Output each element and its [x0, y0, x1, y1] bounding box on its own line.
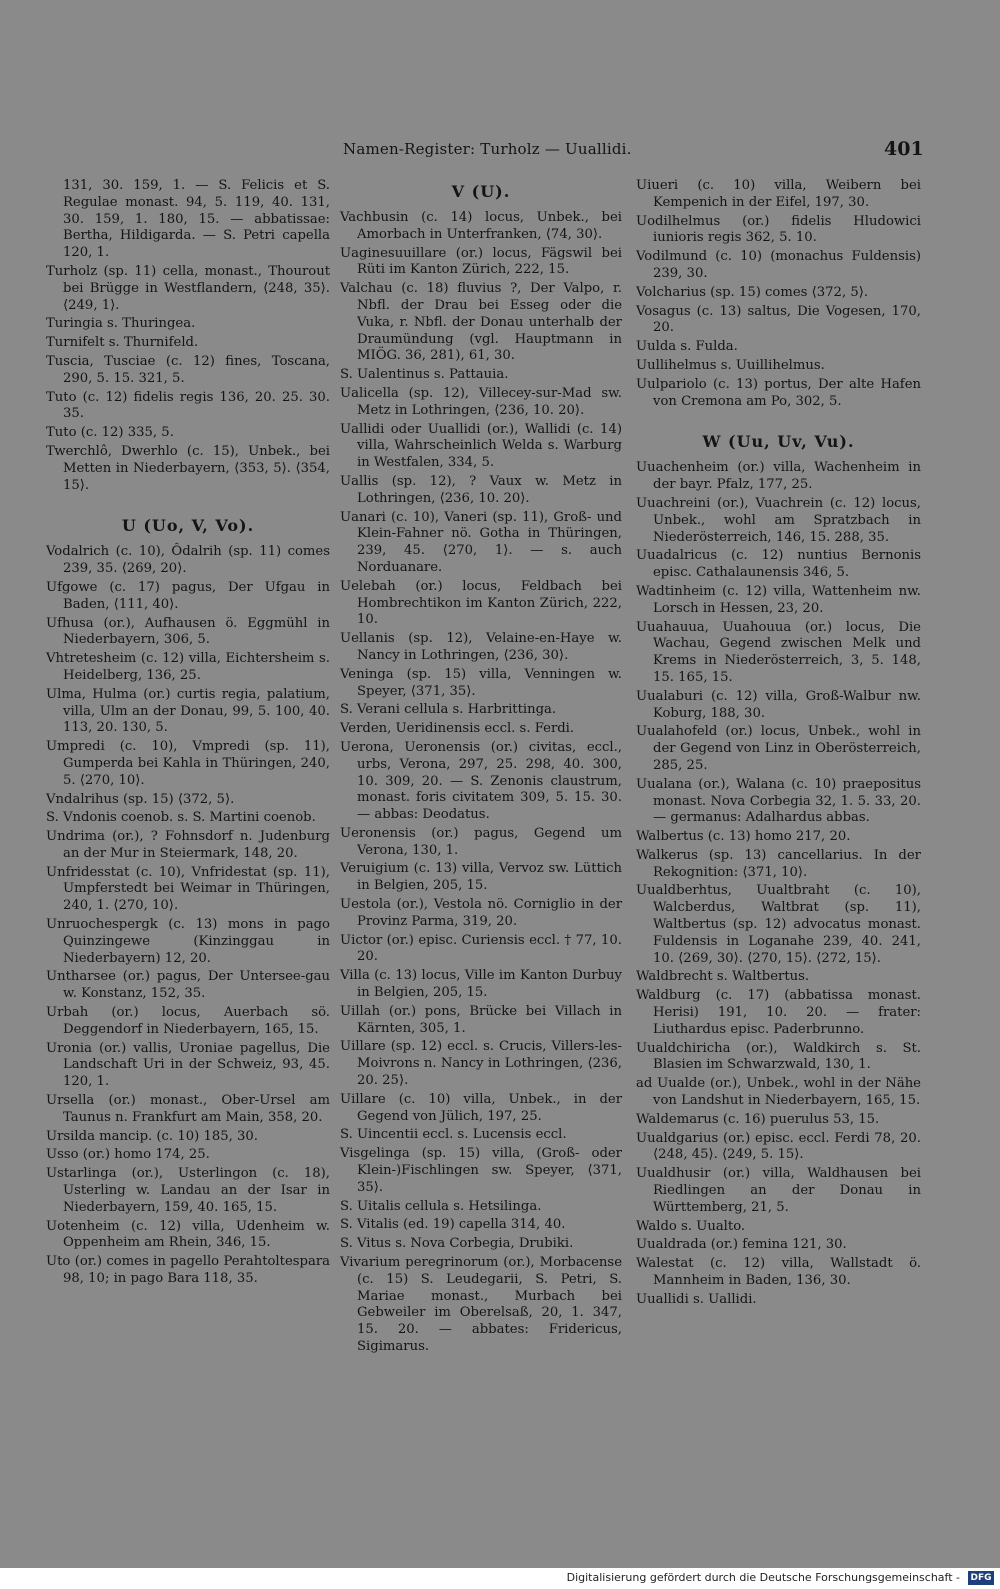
index-entry: Uulda s. Fulda. [636, 339, 738, 355]
index-entry: Unruochespergk (c. 13) mons in pago Quinzingewe (Kinzinggau in Niederbayern) 12, 20. [46, 917, 330, 966]
index-entry: Uotenheim (c. 12) villa, Udenheim w. Oppenheim am Rhein, 346, 15. [46, 1218, 330, 1251]
index-entry: Uillare (c. 10) villa, Unbek., in der Gegend von Jülich, 197, 25. [340, 1091, 622, 1124]
index-entry: Uerona, Ueronensis (or.) civitas, eccl., urbs, Verona, 297, 25. 298, 40. 300, 10. 309, 20. — S. Zenonis claustrum, monast. foris civitatem 309, 5. 15. 30. — abbas: Deodatus. [340, 739, 622, 823]
index-entry: Ursilda mancip. (c. 10) 185, 30. [46, 1128, 258, 1144]
index-entry: Waldbrecht s. Waltbertus. [636, 969, 810, 985]
index-entry: Uillare (sp. 12) eccl. s. Crucis, Villers-les-Moivrons n. Nancy in Lothringen, ⟨236, 20. 25⟩. [340, 1039, 622, 1089]
index-entry: Twerchlô, Dwerhlo (c. 15), Unbek., bei Metten in Niederbayern, ⟨353, 5⟩. ⟨354, 15⟩. [46, 443, 330, 493]
index-entry: S. Vitus s. Nova Corbegia, Drubiki. [340, 1236, 574, 1252]
index-entry: Uestola (or.), Vestola nö. Corniglio in der Provinz Parma, 319, 20. [340, 897, 622, 929]
index-entry: Uuachreini (or.), Vuachrein (c. 12) locus, Unbek., wohl am Spratzbach in Niederösterreich, 146, 15. 288, 35. [636, 495, 921, 545]
index-entry: Urbah (or.) locus, Auerbach sö. Deggendorf in Niederbayern, 165, 15. [46, 1005, 330, 1037]
index-entry: Uualdrada (or.) femina 121, 30. [636, 1237, 847, 1253]
section-heading: V (U). [451, 182, 511, 201]
running-title: Namen-Register: Turholz — Uuallidi. [343, 140, 632, 158]
dfg-logo: DFG [968, 1571, 994, 1585]
index-entry: Verden, Ueridinensis eccl. s. Ferdi. [340, 721, 575, 737]
index-entry: Uto (or.) comes in pagello Perahtoltespara 98, 10; in pago Bara 118, 35. [46, 1254, 330, 1287]
index-entry: Ufhusa (or.), Aufhausen ö. Eggmühl in Niederbayern, 306, 5. [46, 615, 330, 648]
index-entry: Umpredi (c. 10), Vmpredi (sp. 11), Gumperda bei Kahla in Thüringen, 240, 5. ⟨270, 10⟩. [46, 739, 330, 788]
index-entry: Ueronensis (or.) pagus, Gegend um Verona, 130, 1. [340, 825, 622, 858]
page-footer [0, 1568, 1000, 1589]
index-entry: Uanari (c. 10), Vaneri (sp. 11), Groß- und Klein-Fahner nö. Gotha in Thüringen, 239, 45. ⟨270, 1⟩. — s. auch Norduanare. [340, 509, 622, 575]
index-entry: S. Uincentii eccl. s. Lucensis eccl. [340, 1127, 567, 1143]
index-entry: Volcharius (sp. 15) comes ⟨372, 5⟩. [636, 284, 869, 300]
index-entry: Valchau (c. 18) fluvius ?, Der Valpo, r. Nbfl. der Drau bei Esseg oder die Vuka, r. Nbfl. der Donau unterhalb der Draumündung (vgl. Hauptmann in MIÖG. 36, 281), 61, 30. [340, 281, 622, 364]
index-entry: Uronia (or.) vallis, Uroniae pagellus, Die Landschaft Uri in der Schweiz, 93, 45. 120, 1. [46, 1040, 330, 1090]
index-column-3 [636, 178, 921, 1311]
section-heading: W (Uu, Uv, Vu). [702, 432, 855, 452]
index-entry: Vivarium peregrinorum (or.), Morbacense (c. 15) S. Leudegarii, S. Petri, S. Mariae monast., Murbach bei Gebweiler im Oberelsaß, 20, 1. 347, 15. 20. — abbates: Fridericus, Sigimarus. [340, 1255, 622, 1354]
index-entry: Turholz (sp. 11) cella, monast., Thourout bei Brügge in Westflandern, ⟨248, 35⟩. ⟨249, 1⟩. [46, 263, 330, 313]
index-entry: Vachbusin (c. 14) locus, Unbek., bei Amorbach in Unterfranken, ⟨74, 30⟩. [340, 210, 622, 242]
index-entry: Tuscia, Tusciae (c. 12) fines, Toscana, 290, 5. 15. 321, 5. [46, 353, 330, 386]
index-entry: S. Ualentinus s. Pattauia. [340, 367, 509, 383]
section-heading: U (Uo, V, Vo). [121, 516, 255, 536]
index-entry: Ursella (or.) monast., Ober-Ursel am Taunus n. Frankfurt am Main, 358, 20. [46, 1093, 330, 1125]
index-entry: Unfridesstat (c. 10), Vnfridestat (sp. 11), Umpferstedt bei Weimar in Thüringen, 240, 1. ⟨270, 10⟩. [46, 864, 330, 914]
index-column-2 [340, 178, 622, 1358]
index-entry: Vodalrich (c. 10), Ôdalrih (sp. 11) comes 239, 35. ⟨269, 20⟩. [46, 544, 330, 577]
index-entry: Veninga (sp. 15) villa, Venningen w. Speyer, ⟨371, 35⟩. [340, 666, 622, 699]
index-entry: Uualdhusir (or.) villa, Waldhausen bei Riedlingen an der Donau in Württemberg, 21, 5. [636, 1166, 921, 1215]
page-number: 401 [884, 138, 924, 160]
funding-note: Digitalisierung gefördert durch die Deutsche Forschungsgemeinschaft - [566, 1571, 960, 1584]
index-entry: Usso (or.) homo 174, 25. [46, 1147, 210, 1163]
index-entry: Waldburg (c. 17) (abbatissa monast. Herisi) 191, 10. 20. — frater: Liuthardus episc. Paderbrunno. [636, 988, 921, 1037]
index-entry: Turnifelt s. Thurnifeld. [46, 335, 199, 351]
index-entry: Uualdgarius (or.) episc. eccl. Ferdi 78, 20. ⟨248, 45⟩. ⟨249, 5. 15⟩. [636, 1130, 921, 1163]
index-entry: Ufgowe (c. 17) pagus, Der Ufgau in Baden, ⟨111, 40⟩. [46, 579, 330, 612]
index-entry: ad Uualde (or.), Unbek., wohl in der Nähe von Landshut in Niederbayern, 165, 15. [636, 1076, 921, 1109]
index-entry: Vodilmund (c. 10) (monachus Fuldensis) 239, 30. [636, 249, 921, 281]
index-entry: Uallidi oder Uuallidi (or.), Wallidi (c. 14) villa, Wahrscheinlich Welda s. Warburg in Westfalen, 334, 5. [340, 421, 622, 471]
index-entry: Untharsee (or.) pagus, Der Untersee-gau w. Konstanz, 152, 35. [46, 969, 330, 1002]
index-entry: Uallis (sp. 12), ? Vaux w. Metz in Lothringen, ⟨236, 10. 20⟩. [340, 473, 622, 506]
index-entry: Undrima (or.), ? Fohnsdorf n. Judenburg an der Mur in Steiermark, 148, 20. [46, 829, 330, 861]
index-entry: Walestat (c. 12) villa, Wallstadt ö. Mannheim in Baden, 136, 30. [636, 1256, 921, 1289]
index-entry: Walbertus (c. 13) homo 217, 20. [636, 829, 851, 845]
index-entry: Uualdchiricha (or.), Waldkirch s. St. Blasien im Schwarzwald, 130, 1. [636, 1040, 921, 1073]
index-entry: Uellanis (sp. 12), Velaine-en-Haye w. Nancy in Lothringen, ⟨236, 30⟩. [340, 631, 622, 663]
index-entry: S. Verani cellula s. Harbrittinga. [340, 702, 557, 718]
page-header [0, 138, 1000, 164]
index-entry: Villa (c. 13) locus, Ville im Kanton Durbuy in Belgien, 205, 15. [340, 968, 622, 1001]
index-entry: Ualicella (sp. 12), Villecey-sur-Mad sw. Metz in Lothringen, ⟨236, 10. 20⟩. [340, 385, 622, 418]
index-entry: Uuahauua, Uuahouua (or.) locus, Die Wachau, Gegend zwischen Melk und Krems in Niederösterreich, 3, 5. 148, 15. 165, 15. [636, 619, 921, 685]
index-entry: Vosagus (c. 13) saltus, Die Vogesen, 170, 20. [636, 303, 921, 336]
index-entry: Veruigium (c. 13) villa, Vervoz sw. Lüttich in Belgien, 205, 15. [340, 861, 622, 894]
index-entry: Uulpariolo (c. 13) portus, Der alte Hafen von Cremona am Po, 302, 5. [636, 376, 921, 409]
index-entry: S. Uitalis cellula s. Hetsilinga. [340, 1198, 542, 1214]
index-entry: Visgelinga (sp. 15) villa, (Groß- oder Klein-)Fischlingen sw. Speyer, ⟨371, 35⟩. [340, 1146, 622, 1195]
index-entry: Wadtinheim (c. 12) villa, Wattenheim nw. Lorsch in Hessen, 23, 20. [636, 583, 921, 616]
index-entry: Tuto (c. 12) 335, 5. [46, 425, 174, 441]
index-entry: Uuallidi s. Uallidi. [636, 1291, 757, 1307]
index-entry: Walkerus (sp. 13) cancellarius. In der Rekognition: ⟨371, 10⟩. [636, 847, 921, 880]
index-entry: Uaginesuuillare (or.) locus, Fägswil bei Rüti im Kanton Zürich, 222, 15. [340, 245, 622, 278]
index-column-1 [46, 178, 330, 1290]
index-entry: Waldo s. Uualto. [636, 1218, 746, 1234]
index-entry: Ustarlinga (or.), Usterlingon (c. 18), Usterling w. Landau an der Isar in Niederbayern, 159, 40. 165, 15. [46, 1166, 330, 1215]
index-entry: Uillah (or.) pons, Brücke bei Villach in Kärnten, 305, 1. [340, 1003, 622, 1036]
index-entry: Uiueri (c. 10) villa, Weibern bei Kempenich in der Eifel, 197, 30. [636, 178, 921, 210]
index-entry: Uualana (or.), Walana (c. 10) praepositus monast. Nova Corbegia 32, 1. 5. 33, 20. — germanus: Adalhardus abbas. [636, 776, 921, 826]
index-entry: Tuto (c. 12) fidelis regis 136, 20. 25. 30. 35. [46, 389, 330, 422]
index-entry: Vhtretesheim (c. 12) villa, Eichtersheim s. Heidelberg, 136, 25. [46, 651, 330, 683]
index-entry: Uualaburi (c. 12) villa, Groß-Walbur nw. Koburg, 188, 30. [636, 688, 921, 721]
index-entry: Uuadalricus (c. 12) nuntius Bernonis episc. Cathalaunensis 346, 5. [636, 548, 921, 581]
index-entry: S. Vitalis (ed. 19) capella 314, 40. [340, 1217, 566, 1233]
index-entry: Uelebah (or.) locus, Feldbach bei Hombrechtikon im Kanton Zürich, 222, 10. [340, 578, 622, 628]
index-entry: Uullihelmus s. Uuillihelmus. [636, 357, 825, 373]
index-entry: Turingia s. Thuringea. [46, 316, 196, 332]
index-entry: Waldemarus (c. 16) puerulus 53, 15. [636, 1111, 880, 1127]
index-entry: Uodilhelmus (or.) fidelis Hludowici iunioris regis 362, 5. 10. [636, 213, 921, 246]
index-entry: Vndalrihus (sp. 15) ⟨372, 5⟩. [46, 791, 235, 807]
index-entry: Uualdberhtus, Uualtbraht (c. 10), Walcberdus, Waltbrat (sp. 11), Waltbertus (sp. 12) advocatus monast. Fuldensis in Loganahe 239, 40. 241, 10. ⟨269, 30⟩. ⟨270, 15⟩. ⟨272, 15⟩. [636, 883, 921, 966]
index-entry-continuation: 131, 30. 159, 1. — S. Felicis et S. Regulae monast. 94, 5. 119, 40. 131, 30. 159, 1. 180, 15. — abbatissae: Bertha, Hildigarda. — S. Petri capella 120, 1. [63, 178, 330, 261]
index-entry: Ulma, Hulma (or.) curtis regia, palatium, villa, Ulm an der Donau, 99, 5. 100, 40. 113, 20. 130, 5. [46, 686, 330, 736]
index-entry: Uictor (or.) episc. Curiensis eccl. † 77, 10. 20. [340, 932, 622, 965]
index-entry: Uuachenheim (or.) villa, Wachenheim in der bayr. Pfalz, 177, 25. [636, 460, 921, 493]
index-entry: Uualahofeld (or.) locus, Unbek., wohl in der Gegend von Linz in Oberösterreich, 285, 25. [636, 724, 921, 773]
index-entry: S. Vndonis coenob. s. S. Martini coenob. [46, 810, 316, 826]
